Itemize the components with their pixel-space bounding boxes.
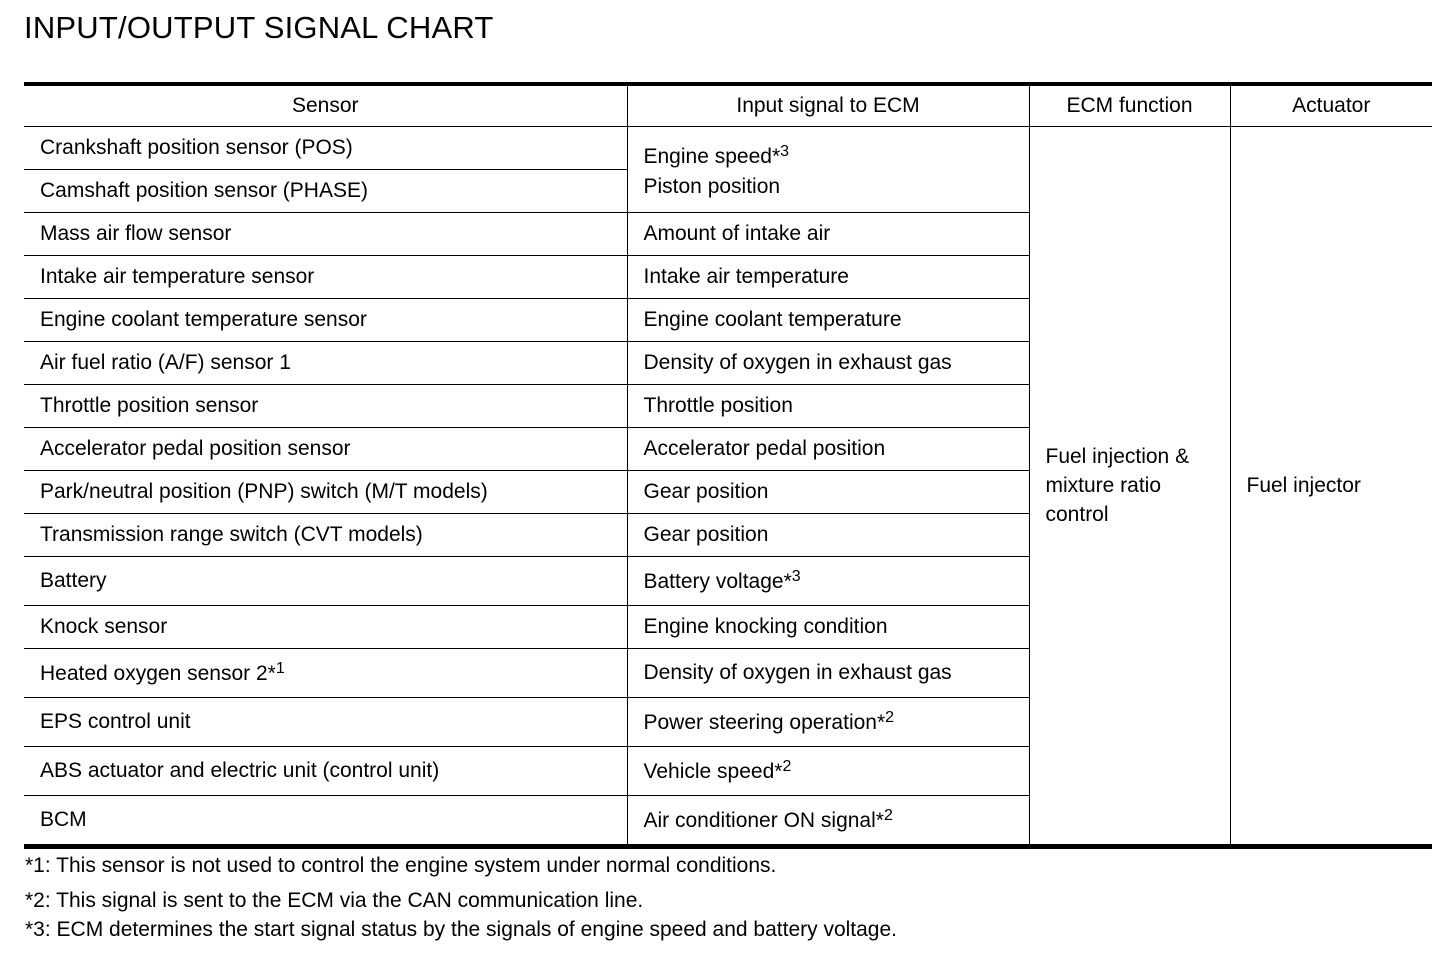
sensor-cell: Camshaft position sensor (PHASE) (24, 170, 627, 213)
input-text: Vehicle speed* (643, 760, 783, 783)
sensor-cell: Battery (24, 557, 627, 606)
input-text: Air conditioner ON signal* (643, 809, 884, 832)
actuator-cell: Fuel injector (1230, 127, 1432, 847)
ecm-function-cell (1029, 127, 1230, 847)
footnote-mark: 3 (791, 568, 801, 585)
sensor-cell: Park/neutral position (PNP) switch (M/T models) (24, 471, 627, 514)
footnote-mark: 3 (780, 143, 790, 160)
sensor-cell: Mass air flow sensor (24, 213, 627, 256)
signal-chart-table (24, 82, 1432, 849)
function-text: control (1045, 503, 1109, 526)
footnote-2: *2: This signal is sent to the ECM via the CAN communication line. (25, 889, 644, 912)
input-cell: Throttle position (627, 385, 1029, 428)
footnote-mark: 2 (782, 758, 792, 775)
sensor-cell: EPS control unit (24, 698, 627, 747)
sensor-cell: ABS actuator and electric unit (control unit) (24, 747, 627, 796)
input-cell: Engine coolant temperature (627, 299, 1029, 342)
sensor-cell: Air fuel ratio (A/F) sensor 1 (24, 342, 627, 385)
input-cell (627, 557, 1029, 606)
footnote-3: *3: ECM determines the start signal status by the signals of engine speed and battery voltage. (25, 918, 898, 941)
sensor-cell: Knock sensor (24, 606, 627, 649)
input-cell: Amount of intake air (627, 213, 1029, 256)
function-text: Fuel injection & (1045, 445, 1190, 468)
sensor-cell: Crankshaft position sensor (POS) (24, 127, 627, 170)
sensor-cell: Engine coolant temperature sensor (24, 299, 627, 342)
input-text: Power steering operation* (643, 711, 886, 734)
sensor-cell: Accelerator pedal position sensor (24, 428, 627, 471)
input-cell: Engine knocking condition (627, 606, 1029, 649)
footnote-mark: 2 (883, 807, 893, 824)
table-row (24, 127, 1432, 170)
header-input-signal: Input signal to ECM (627, 84, 1029, 127)
footnote-1: *1: This sensor is not used to control the engine system under normal conditions. (25, 854, 777, 877)
header-actuator: Actuator (1230, 84, 1432, 127)
input-cell (627, 796, 1029, 847)
sensor-cell (24, 649, 627, 698)
input-text: Battery voltage* (643, 570, 792, 593)
sensor-cell: BCM (24, 796, 627, 847)
footnote-mark: 1 (275, 660, 285, 677)
input-cell: Gear position (627, 471, 1029, 514)
footnote-mark: 2 (885, 709, 895, 726)
input-cell: Gear position (627, 514, 1029, 557)
header-sensor: Sensor (24, 84, 627, 127)
sensor-cell: Throttle position sensor (24, 385, 627, 428)
input-cell (627, 747, 1029, 796)
input-cell: Intake air temperature (627, 256, 1029, 299)
input-cell (627, 698, 1029, 747)
sensor-text: Heated oxygen sensor 2* (40, 662, 276, 685)
sensor-cell: Transmission range switch (CVT models) (24, 514, 627, 557)
table-header-row (24, 84, 1432, 127)
input-text: Piston position (643, 175, 781, 198)
input-cell-merged (627, 127, 1029, 213)
input-cell: Density of oxygen in exhaust gas (627, 342, 1029, 385)
input-cell: Density of oxygen in exhaust gas (627, 649, 1029, 698)
header-ecm-function: ECM function (1029, 84, 1230, 127)
function-text: mixture ratio (1045, 474, 1162, 497)
input-cell: Accelerator pedal position (627, 428, 1029, 471)
input-text: Engine speed* (643, 145, 781, 168)
page-title: INPUT/OUTPUT SIGNAL CHART (24, 10, 494, 45)
sensor-cell: Intake air temperature sensor (24, 256, 627, 299)
